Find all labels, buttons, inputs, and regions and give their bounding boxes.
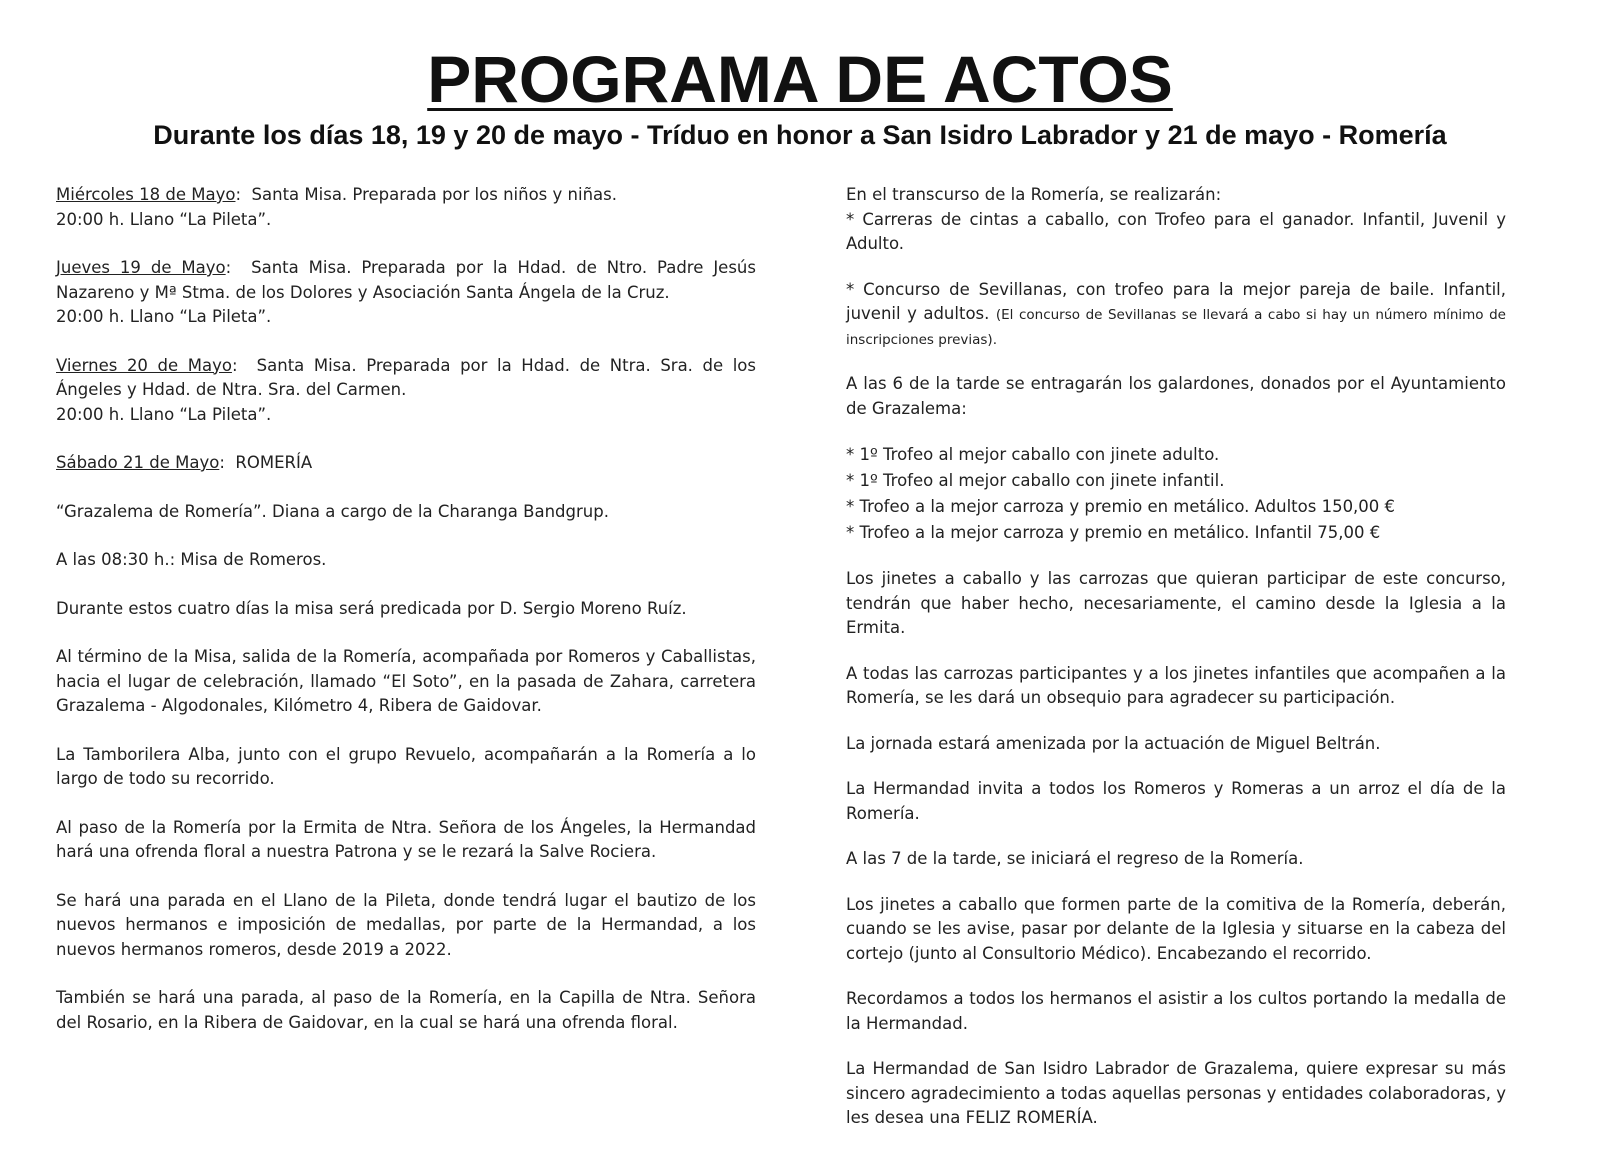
award-item: * Trofeo a la mejor carroza y premio en metálico. Adultos 150,00 € [846, 497, 1396, 516]
paragraph: La Tamborilera Alba, junto con el grupo Revuelo, acompañarán a la Romería a lo largo de todo su recorrido. [56, 744, 756, 788]
activities-intro: En el transcurso de la Romería, se realizarán: [846, 185, 1222, 204]
paragraph: La Hermandad de San Isidro Labrador de Grazalema, quiere expresar su más sincero agradecimiento a todas aquellas personas y entidades colaboradoras, y les desea una FELIZ ROMERÍA. [846, 1059, 1506, 1127]
award-item: * 1º Trofeo al mejor caballo con jinete infantil. [846, 471, 1225, 490]
activities-block [846, 183, 1506, 257]
paragraph: La Hermandad invita a todos los Romeros y Romeras a un arroz el día de la Romería. [846, 779, 1506, 823]
paragraph: Se hará una parada en el Llano de la Pileta, donde tendrá lugar el bautizo de los nuevos hermanos e imposición de medallas, por parte de la Hermandad, a los nuevos hermanos romeros, desde 2019 a 2022. [56, 890, 756, 959]
award-item: * 1º Trofeo al mejor caballo con jinete adulto. [846, 445, 1220, 464]
activity-item: * Concurso de Sevillanas, con trofeo para la mejor pareja de baile. Infantil, juvenil y adultos. (El concurso de Sevillanas se llevará a cabo si hay un número mínimo de inscripciones previas). [846, 279, 1506, 348]
page-title: PROGRAMA DE ACTOS [427, 42, 1173, 116]
day-date: Sábado 21 de Mayo [56, 453, 220, 472]
day-date: Miércoles 18 de Mayo [56, 185, 236, 204]
left-column [56, 183, 756, 1035]
day-text: Santa Misa. Preparada por la Hdad. de Ntro. Padre Jesús Nazareno y Mª Stma. de los Dolores y Asociación Santa Ángela de la Cruz. [56, 258, 756, 302]
award-item: * Trofeo a la mejor carroza y premio en metálico. Infantil 75,00 € [846, 523, 1381, 542]
day-text: Santa Misa. Preparada por la Hdad. de Ntra. Sra. de los Ángeles y Hdad. de Ntra. Sra. del Carmen. [56, 355, 756, 399]
paragraph: A todas las carrozas participantes y a los jinetes infantiles que acompañen a la Romería, se les dará un obsequio para agradecer su participación. [846, 663, 1506, 707]
paragraph: Durante estos cuatro días la misa será predicada por D. Sergio Moreno Ruíz. [56, 598, 687, 618]
paragraph: A las 08:30 h.: Misa de Romeros. [56, 550, 327, 569]
paragraph: Los jinetes a caballo y las carrozas que quieran participar de este concurso, tendrán que haber hecho, necesariamente, el camino desde la Iglesia a la Ermita. [846, 569, 1506, 637]
paragraph: Los jinetes a caballo que formen parte de la comitiva de la Romería, deberán, cuando se les avise, pasar por delante de la Iglesia y situarse en la cabeza del cortejo (junto al Consultorio Médico). Encabezando el recorrido. [846, 894, 1506, 963]
day-date: Viernes 20 de Mayo [56, 355, 232, 375]
right-column [846, 183, 1506, 1152]
paragraph: “Grazalema de Romería”. Diana a cargo de la Charanga Bandgrup. [56, 501, 609, 521]
day-time: 20:00 h. Llano “La Pileta”. [56, 404, 272, 424]
page-subtitle: Durante los días 18, 19 y 20 de mayo - Tríduo en honor a San Isidro Labrador y 21 de mayo - Romería [153, 120, 1447, 150]
day-entry-friday: Viernes 20 de Mayo: Santa Misa. Preparada por la Hdad. de Ntra. Sra. de los Ángeles y Hdad. de Ntra. Sra. del Carmen. 20:00 h. Llano “La Pileta”. [56, 355, 756, 424]
activity-note: (El concurso de Sevillanas se llevará a cabo si hay un número mínimo de inscripciones previas). [846, 307, 1506, 348]
paragraph: Al término de la Misa, salida de la Romería, acompañada por Romeros y Caballistas, hacia el lugar de celebración, llamado “El Soto”, en la pasada de Zahara, carretera Grazalema - Algodonales, Kilómetro 4, Ribera de Gaidovar. [56, 647, 756, 715]
awards-list [846, 442, 1506, 546]
paragraph: También se hará una parada, al paso de la Romería, en la Capilla de Ntra. Señora del Rosario, en la Ribera de Gaidovar, en la cual se hará una ofrenda floral. [56, 988, 756, 1032]
paragraph: Al paso de la Romería por la Ermita de Ntra. Señora de los Ángeles, la Hermandad hará una ofrenda floral a nuestra Patrona y se le rezará la Salve Rociera. [56, 817, 756, 861]
day-time: 20:00 h. Llano “La Pileta”. [56, 307, 272, 326]
paragraph: A las 7 de la tarde, se iniciará el regreso de la Romería. [846, 849, 1304, 868]
day-entry-wednesday: Miércoles 18 de Mayo: Santa Misa. Preparada por los niños y niñas. 20:00 h. Llano “La Pileta”. [56, 185, 617, 229]
paragraph: La jornada estará amenizada por la actuación de Miguel Beltrán. [846, 733, 1381, 753]
awards-intro: A las 6 de la tarde se entragarán los galardones, donados por el Ayuntamiento de Grazalema: [846, 374, 1506, 418]
day-text: Santa Misa. Preparada por los niños y niñas. [251, 185, 617, 204]
activity-item: * Carreras de cintas a caballo, con Trofeo para el ganador. Infantil, Juvenil y Adulto. [846, 209, 1506, 253]
day-text: ROMERÍA [235, 453, 313, 472]
day-entry-saturday: Sábado 21 de Mayo: ROMERÍA [56, 453, 313, 472]
day-time: 20:00 h. Llano “La Pileta”. [56, 209, 272, 229]
day-entry-thursday: Jueves 19 de Mayo: Santa Misa. Preparada por la Hdad. de Ntro. Padre Jesús Nazareno y Mª Stma. de los Dolores y Asociación Santa Ángela de la Cruz. 20:00 h. Llano “La Pileta”. [56, 258, 756, 326]
paragraph: Recordamos a todos los hermanos el asistir a los cultos portando la medalla de la Hermandad. [846, 989, 1506, 1033]
day-date: Jueves 19 de Mayo [56, 258, 226, 277]
